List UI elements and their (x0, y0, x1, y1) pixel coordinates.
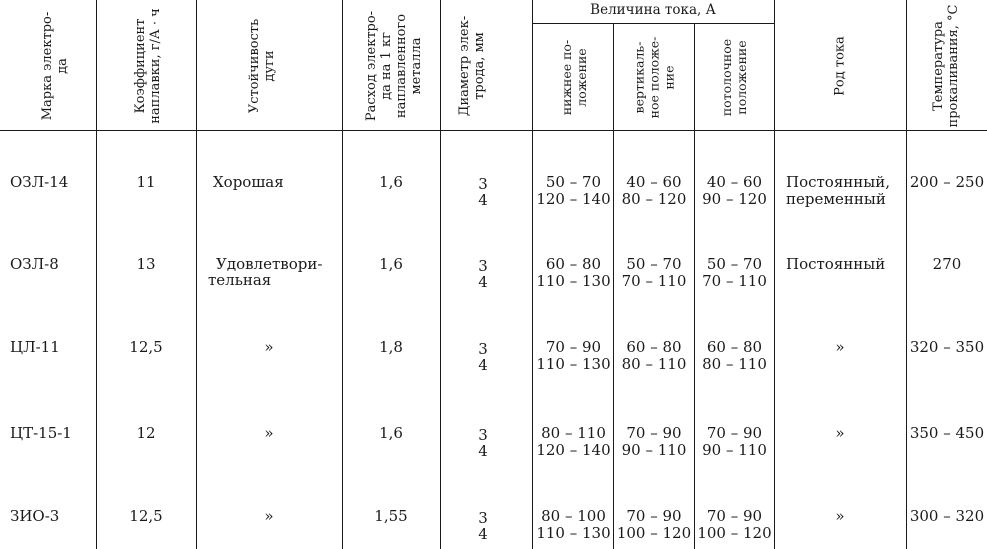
cell-pos-bottom: 50 – 70 (545, 173, 602, 191)
cell-current-type: переменный (786, 190, 886, 208)
cell-coef: 12,5 (129, 338, 163, 356)
cell-current-type: » (835, 338, 845, 356)
cell-consumption: 1,8 (379, 338, 403, 356)
header-stability-line: Устойчивость (247, 18, 262, 114)
header-temperature (931, 4, 961, 128)
cell-pos-ceiling: 70 – 90 (706, 507, 763, 525)
cell-consumption: 1,55 (374, 507, 408, 525)
header-brand-line: Марка электро- (40, 11, 55, 121)
cell-pos-ceiling: 100 – 120 (697, 524, 772, 542)
cell-current-type: Постоянный, (786, 173, 891, 191)
cell-pos-ceiling: 90 – 110 (702, 441, 767, 459)
col-divider (906, 0, 907, 549)
header-pos-ceiling-line: потолочное (719, 38, 734, 117)
cell-pos-vertical: 40 – 60 (626, 173, 682, 191)
cell-pos-ceiling: 40 – 60 (706, 173, 763, 191)
group-header-rule (532, 23, 774, 24)
cell-pos-vertical: 100 – 120 (616, 524, 692, 542)
cell-stability: » (264, 338, 274, 356)
cell-pos-vertical: 70 – 110 (621, 272, 687, 290)
col-divider (196, 0, 197, 549)
cell-temperature: 320 – 350 (909, 338, 985, 356)
cell-pos-bottom: 120 – 140 (536, 190, 611, 208)
header-temperature-line: Температура (931, 21, 946, 111)
cell-pos-bottom: 80 – 100 (541, 507, 606, 525)
header-brand-line: да (55, 58, 70, 74)
cell-pos-vertical: 70 – 90 (626, 424, 682, 442)
cell-current-type: Постоянный (786, 255, 886, 273)
cell-brand: ЦЛ-11 (10, 338, 60, 356)
header-consumption-line: да на 1 кг (379, 32, 394, 100)
cell-consumption: 1,6 (379, 173, 403, 191)
header-coef-line: наплавки, г/А · ч (148, 8, 163, 124)
cell-diameter: 3 (478, 509, 488, 527)
header-consumption-line: Расход электро- (364, 10, 379, 122)
cell-current-type: » (835, 424, 845, 442)
cell-pos-ceiling: 80 – 110 (702, 355, 767, 373)
header-coef (133, 4, 163, 128)
header-consumption (364, 4, 424, 128)
cell-diameter: 4 (478, 191, 488, 209)
header-stability-line: дуги (262, 50, 277, 82)
cell-temperature: 200 – 250 (909, 173, 985, 191)
cell-stability: Хорошая (213, 173, 284, 191)
cell-brand: ОЗЛ-14 (10, 173, 69, 191)
cell-pos-vertical: 60 – 80 (626, 338, 682, 356)
col-divider (440, 0, 441, 549)
cell-pos-ceiling: 70 – 90 (706, 424, 763, 442)
cell-temperature: 270 (932, 255, 962, 273)
cell-brand: ЗИО-3 (10, 507, 60, 525)
header-pos-ceiling (719, 27, 749, 128)
cell-pos-ceiling: 70 – 110 (702, 272, 767, 290)
header-pos-ceiling-line: положение (734, 40, 749, 115)
header-consumption-line: наплавленного (394, 13, 409, 119)
header-pos-vertical-line: ное положе- (646, 36, 662, 119)
header-pos-bottom-line: нижнее по- (559, 39, 574, 116)
group-header-current: Величина тока, А (590, 2, 716, 18)
header-temperature-line: прокаливания, °С (946, 4, 961, 128)
cell-stability: Удовлетвори- (216, 255, 323, 273)
cell-pos-ceiling: 60 – 80 (706, 338, 763, 356)
cell-coef: 12,5 (129, 507, 163, 525)
cell-pos-vertical: 70 – 90 (626, 507, 682, 525)
cell-pos-bottom: 60 – 80 (545, 255, 602, 273)
header-coef-line: Коэффициент (133, 18, 148, 114)
cell-pos-ceiling: 90 – 120 (702, 190, 767, 208)
col-divider (342, 0, 343, 549)
cell-pos-bottom: 110 – 130 (536, 355, 611, 373)
cell-coef: 12 (136, 424, 156, 442)
cell-pos-bottom: 120 – 140 (536, 441, 611, 459)
header-current-type (833, 4, 848, 128)
cell-temperature: 350 – 450 (909, 424, 985, 442)
header-pos-bottom (559, 27, 589, 128)
cell-diameter: 3 (478, 426, 488, 444)
header-pos-vertical (632, 27, 677, 128)
header-rule (0, 130, 987, 131)
cell-stability: » (264, 424, 274, 442)
cell-pos-vertical: 80 – 110 (621, 355, 687, 373)
cell-pos-bottom: 110 – 130 (536, 272, 611, 290)
cell-diameter: 3 (478, 175, 488, 193)
header-diameter-line: Диаметр элек- (457, 15, 472, 117)
cell-consumption: 1,6 (379, 255, 403, 273)
cell-pos-vertical: 50 – 70 (626, 255, 682, 273)
header-stability (247, 4, 277, 128)
header-diameter-line: трода, мм (472, 32, 487, 100)
header-consumption-line: металла (409, 37, 424, 95)
header-brand (40, 4, 70, 128)
cell-diameter: 3 (478, 257, 488, 275)
cell-pos-bottom: 110 – 130 (536, 524, 611, 542)
cell-pos-vertical: 80 – 120 (621, 190, 687, 208)
cell-consumption: 1,6 (379, 424, 403, 442)
cell-current-type: » (835, 507, 845, 525)
cell-pos-vertical: 90 – 110 (621, 441, 687, 459)
cell-pos-bottom: 80 – 110 (541, 424, 606, 442)
cell-pos-ceiling: 50 – 70 (706, 255, 763, 273)
header-pos-vertical-line: вертикаль- (631, 41, 647, 114)
cell-temperature: 300 – 320 (909, 507, 985, 525)
cell-diameter: 4 (478, 273, 488, 291)
col-divider (774, 0, 775, 549)
cell-coef: 13 (136, 255, 156, 273)
cell-pos-bottom: 70 – 90 (545, 338, 602, 356)
header-diameter (457, 4, 487, 128)
header-pos-bottom-line: ложение (574, 48, 589, 107)
cell-diameter: 3 (478, 340, 488, 358)
cell-diameter: 4 (478, 525, 488, 543)
header-current-type-line: Род тока (832, 36, 848, 96)
cell-brand: ЦТ-15-1 (10, 424, 72, 442)
col-divider (96, 0, 97, 549)
header-pos-vertical-line: ние (661, 65, 677, 90)
cell-brand: ОЗЛ-8 (10, 255, 59, 273)
cell-stability: » (264, 507, 274, 525)
cell-diameter: 4 (478, 442, 488, 460)
cell-coef: 11 (136, 173, 156, 191)
col-divider (532, 0, 533, 549)
cell-stability: тельная (208, 271, 272, 289)
cell-diameter: 4 (478, 356, 488, 374)
